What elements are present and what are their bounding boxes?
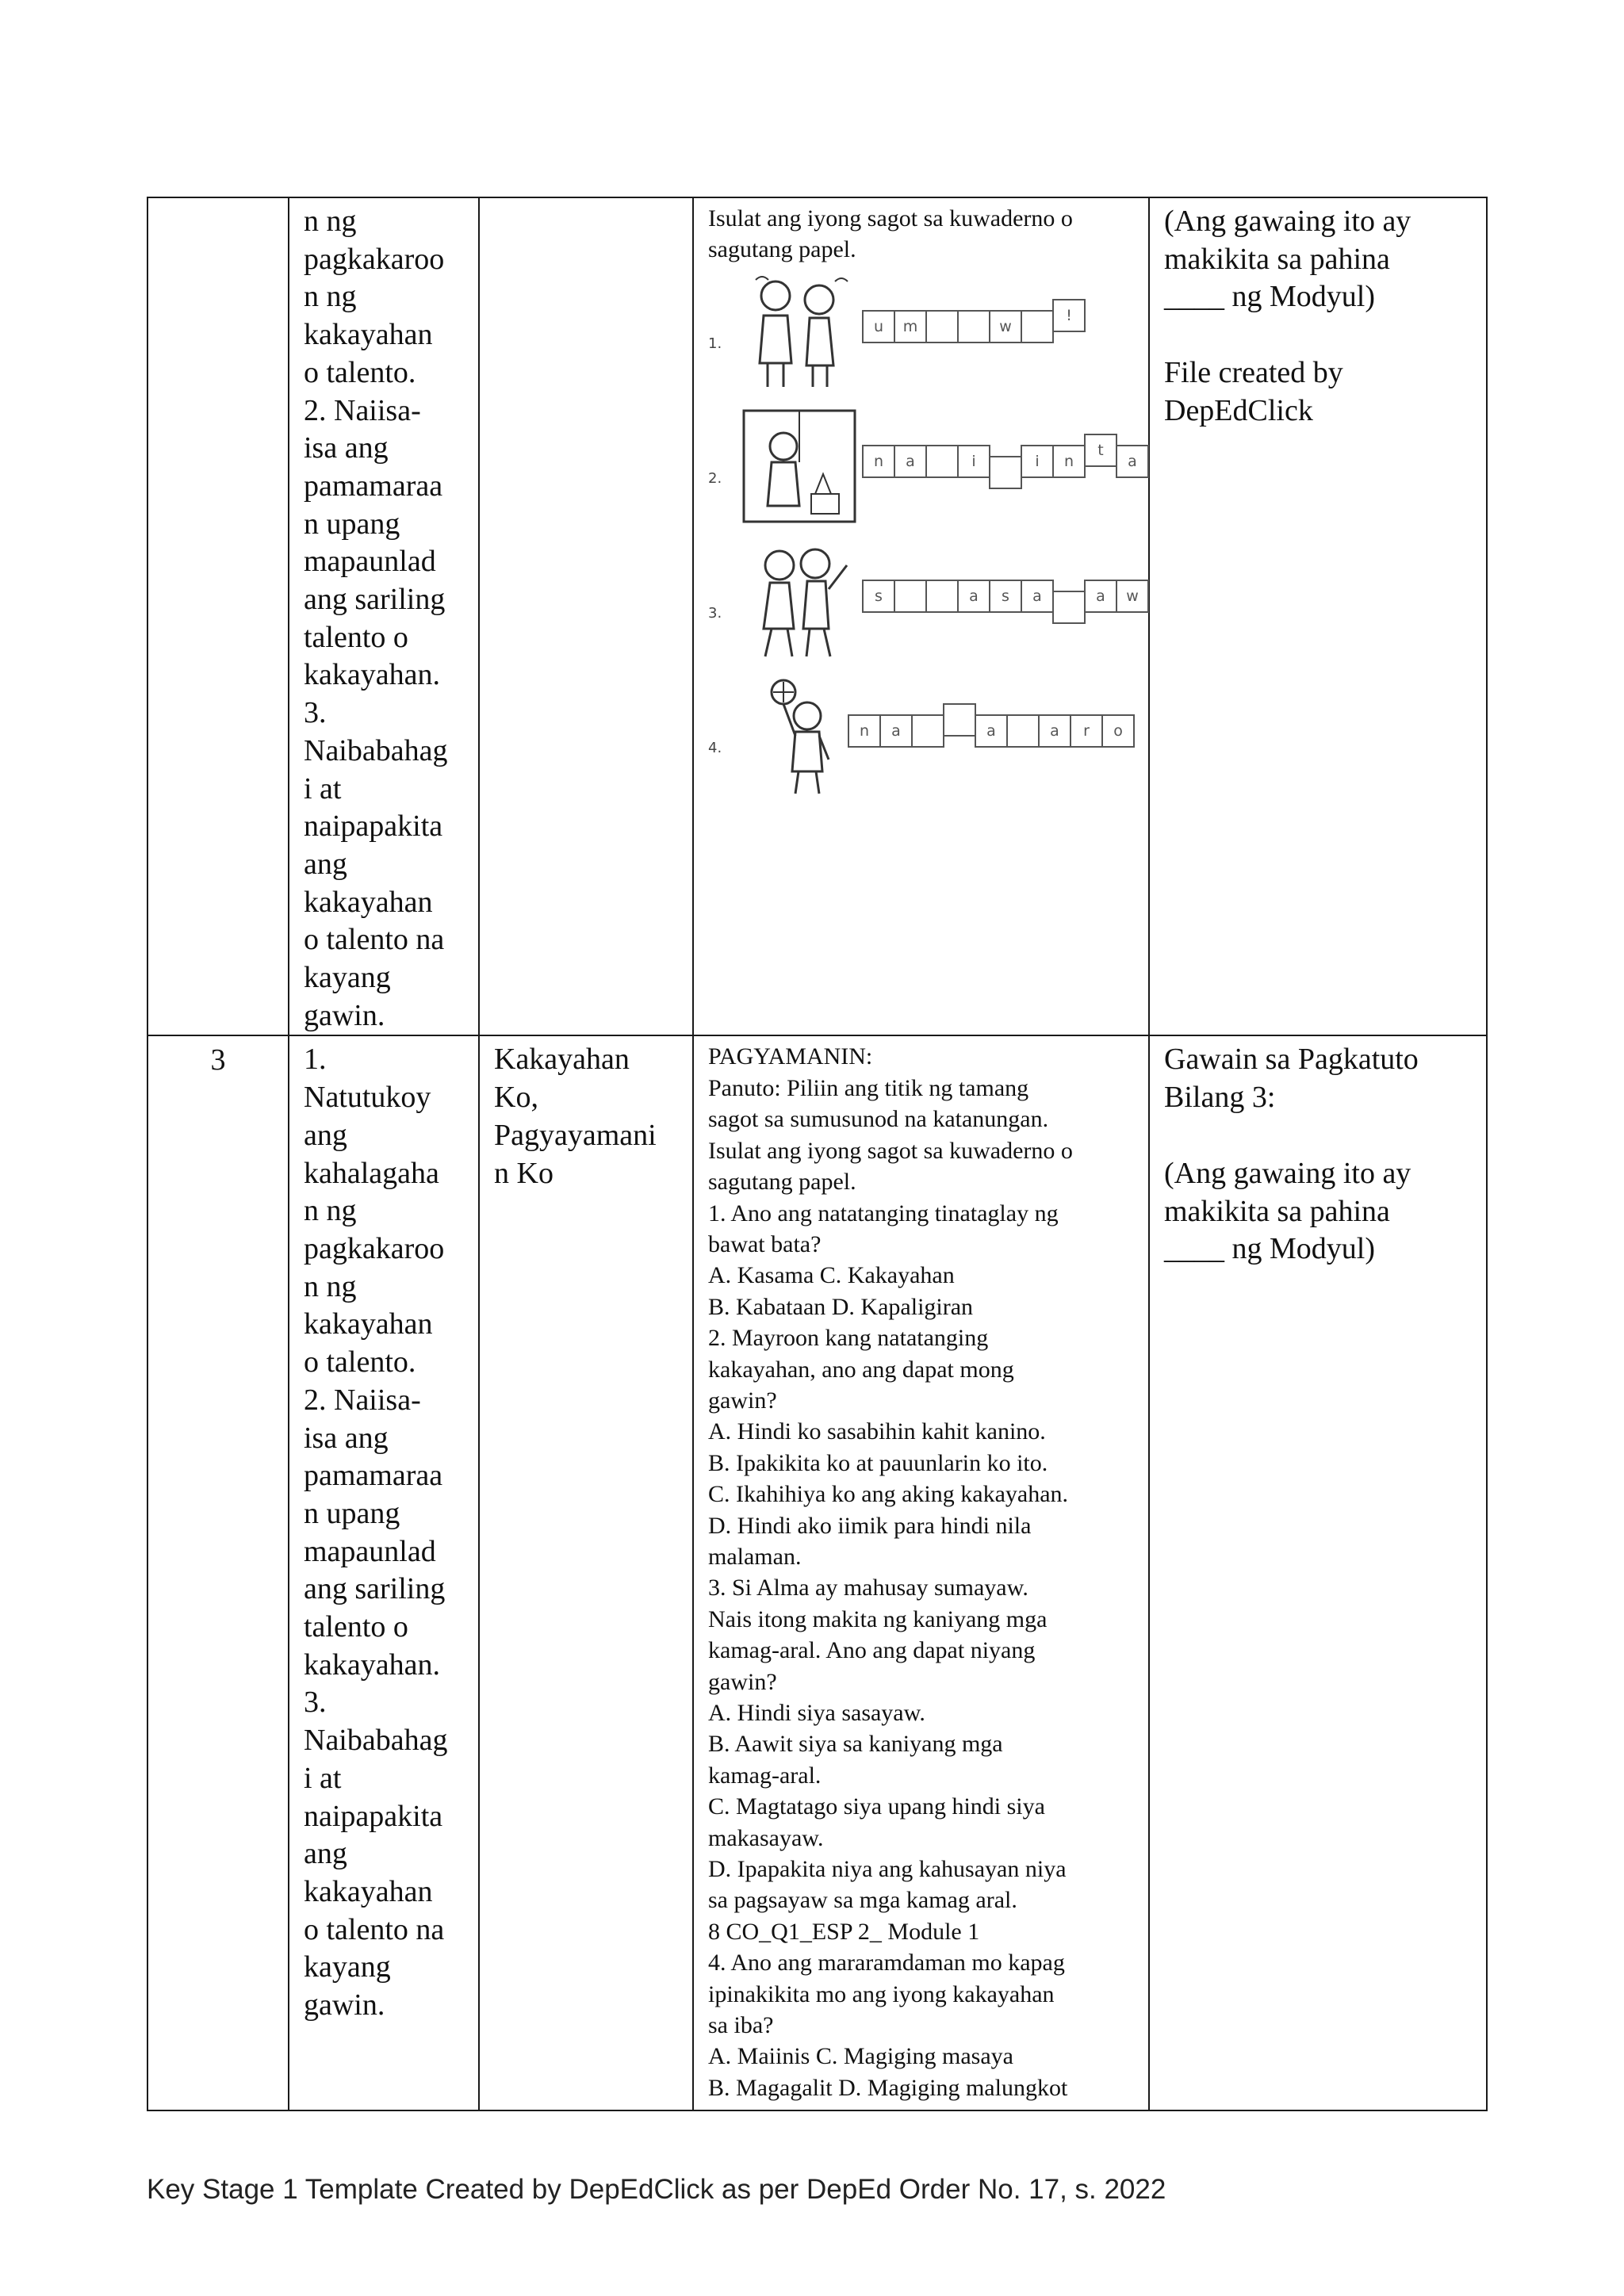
topic-cell <box>479 197 693 1035</box>
puzzle-item <box>708 676 1136 803</box>
letter-box: n <box>1052 445 1086 478</box>
letter-box <box>1052 591 1086 624</box>
page-footer: Key Stage 1 Template Created by DepEdClick as per DepEd Order No. 17, s. 2022 <box>147 2174 1166 2205</box>
letter-boxes <box>864 580 1149 613</box>
objectives-text: n ng pagkakaroo n ng kakayahan o talento. 2. Naiisa- isa ang pamamaraa n upang mapaunlad ang sariling talento o kakayahan. 3. Naibabahag i at naipapakita ang kakayahan o talento na kayang gawin. <box>304 205 448 1032</box>
letter-box <box>1021 310 1054 343</box>
puzzle-item-number: 4. <box>708 739 722 756</box>
word-puzzle-activity <box>708 272 1139 811</box>
letter-box: u <box>862 310 895 343</box>
letter-box: a <box>879 714 913 748</box>
letter-boxes <box>864 306 1086 343</box>
puzzle-item <box>708 541 1139 668</box>
letter-box: w <box>1116 580 1149 613</box>
letter-box: s <box>989 580 1022 613</box>
day-number: 3 <box>210 1043 226 1077</box>
topic-cell <box>479 1035 693 2110</box>
child-painting-icon <box>740 407 859 526</box>
quiz-text: PAGYAMANIN: Panuto: Piliin ang titik ng tamang sagot sa sumusunod na katanungan. Isulat ang iyong sagot sa kuwaderno o sagutang papel. 1. Ano ang natatanging tinataglay ng bawat bata? A. Kasama C. Kakayahan B. Kabataan D. Kapaligiran 2. Mayroon kang natatanging kakayahan, ano ang dapat mong gawin? A. Hindi ko sasabihin kahit kanino. B. Ipakikita ko at pauunlarin ko ito. C. Ikahihiya ko ang aking kakayahan. D. Hindi ako iimik para hindi nila malaman. 3. Si Alma ay mahusay sumayaw. Nais itong makita ng kaniyang mga kamag-aral. Ano ang dapat niyang gawin? A. Hindi siya sasayaw. B. Aawit siya sa kaniyang mga kamag-aral. C. Magtatago siya upang hindi siya makasayaw. D. Ipapakita niya ang kahusayan niya sa pagsayaw sa mga kamag aral. 8 CO_Q1_ESP 2_ Module 1 4. Ano ang mararamdaman mo kapag ipinakikita mo ang iyong kakayahan sa iba? A. Maiinis C. Magiging masaya B. Magagalit D. Magiging malungkot <box>708 1043 1073 2101</box>
remarks-cell <box>1149 197 1487 1035</box>
activity-title: Gawain sa Pagkatuto Bilang 3: <box>1164 1043 1419 1115</box>
children-singing-icon <box>740 272 859 391</box>
children-dancing-icon <box>740 541 859 660</box>
remarks-cell <box>1149 1035 1487 2110</box>
lesson-plan-table <box>147 197 1488 2111</box>
letter-box: i <box>957 445 990 478</box>
day-number-cell <box>147 1035 289 2110</box>
day-number-cell <box>147 197 289 1035</box>
letter-box <box>911 714 944 748</box>
letter-box: a <box>957 580 990 613</box>
letter-box <box>925 580 959 613</box>
letter-box: o <box>1101 714 1135 748</box>
letter-box <box>925 310 959 343</box>
letter-box <box>1006 714 1040 748</box>
letter-box: s <box>862 580 895 613</box>
remarks-text: (Ang gawaing ito ay makikita sa pahina ____ ng Modyul) <box>1164 1156 1411 1266</box>
activity-cell <box>693 197 1149 1035</box>
letter-box: i <box>1021 445 1054 478</box>
objectives-cell <box>289 197 479 1035</box>
letter-box: w <box>989 310 1022 343</box>
puzzle-item-number: 3. <box>708 604 722 622</box>
puzzle-item <box>708 272 1136 399</box>
letter-boxes <box>849 714 1135 748</box>
remarks-text: (Ang gawaing ito ay makikita sa pahina ____ ng Modyul) <box>1164 205 1411 314</box>
objectives-cell <box>289 1035 479 2110</box>
letter-box: n <box>848 714 881 748</box>
table-row <box>147 197 1487 1035</box>
file-credit: File created by DepEdClick <box>1164 356 1343 427</box>
puzzle-item-number: 2. <box>708 469 722 487</box>
letter-box <box>957 310 990 343</box>
letter-box: r <box>1070 714 1103 748</box>
letter-box: a <box>1084 580 1117 613</box>
activity-instruction: Isulat ang iyong sagot sa kuwaderno o sagutang papel. <box>708 205 1073 263</box>
puzzle-item <box>708 407 1136 534</box>
letter-box: a <box>894 445 927 478</box>
activity-cell <box>693 1035 1149 2110</box>
table-row <box>147 1035 1487 2110</box>
topic-text: Kakayahan Ko, Pagyayamani n Ko <box>494 1043 657 1190</box>
letter-box: t <box>1084 434 1117 467</box>
puzzle-item-number: 1. <box>708 335 722 352</box>
letter-box: a <box>975 714 1008 748</box>
letter-box <box>989 456 1022 489</box>
letter-box: a <box>1021 580 1054 613</box>
letter-box: m <box>894 310 927 343</box>
letter-box: a <box>1038 714 1071 748</box>
letter-box <box>925 445 959 478</box>
letter-box: a <box>1116 445 1149 478</box>
child-basketball-icon <box>740 676 859 795</box>
letter-box <box>943 703 976 737</box>
letter-boxes <box>864 441 1149 478</box>
letter-box <box>894 580 927 613</box>
letter-box: n <box>862 445 895 478</box>
letter-box: ! <box>1052 299 1086 332</box>
objectives-text: 1. Natutukoy ang kahalagaha n ng pagkakaroo n ng kakayahan o talento. 2. Naiisa- isa ang pamamaraa n upang mapaunlad ang sariling talento o kakayahan. 3. Naibabahag i at naipapakita ang kakayahan o talento na kayang gawin. <box>304 1043 448 2022</box>
